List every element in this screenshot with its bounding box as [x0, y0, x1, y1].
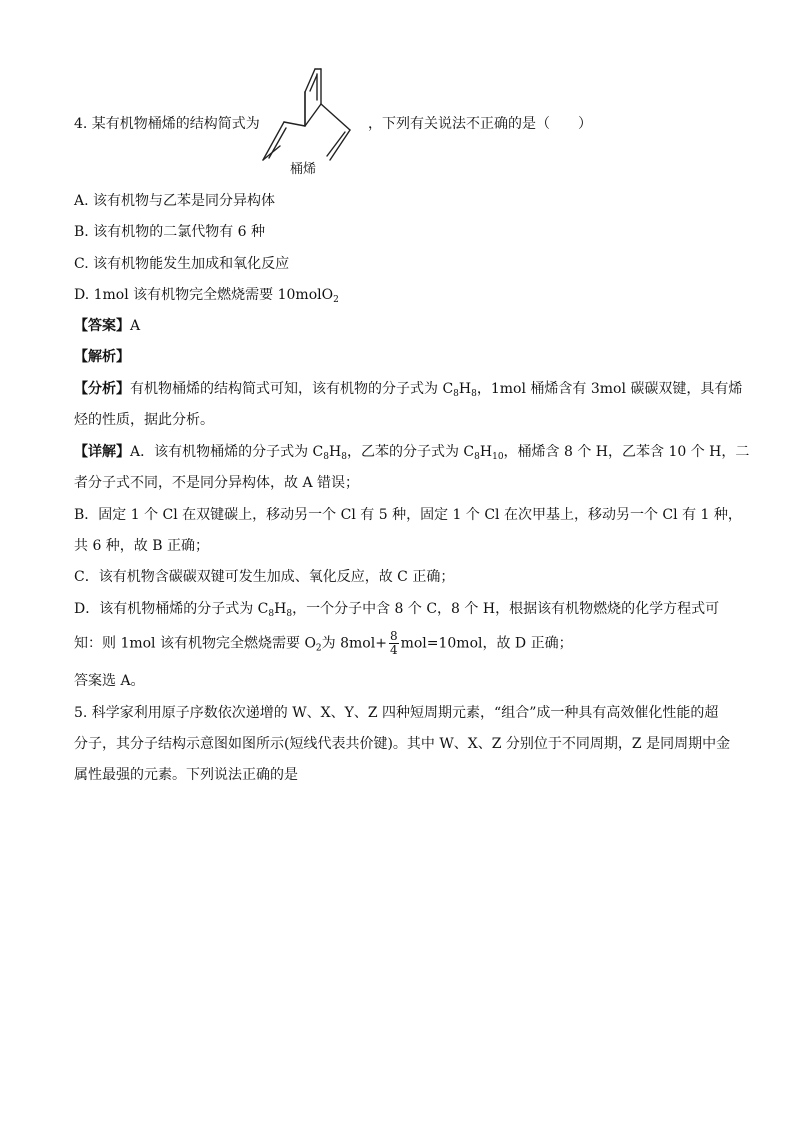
- fenxi-text: ，1mol 桶烯含有 3mol 碳碳双键，具有烯: [476, 381, 743, 397]
- fraction-numerator: 8: [389, 629, 398, 643]
- q4-option-b: B. 该有机物的二氯代物有 6 种: [74, 224, 265, 240]
- xj-text: A．该有机物桶烯的分子式为 C: [130, 444, 324, 460]
- subscript: 8: [286, 609, 293, 619]
- q4-option-d: [74, 285, 339, 305]
- xj-text: D．该有机物桶烯的分子式为 C: [74, 601, 269, 617]
- xiangjie-d-line-2: [74, 630, 573, 657]
- fenxi-text: 有机物桶烯的结构简式可知，该有机物的分子式为 C: [130, 381, 454, 397]
- fenxi-label: 【分析】: [74, 381, 130, 397]
- fraction-denominator: 4: [389, 643, 398, 657]
- analysis-label: 【解析】: [74, 349, 130, 365]
- xj-text: H: [329, 444, 342, 460]
- fenxi-line-2: 烃的性质，据此分析。: [74, 412, 214, 428]
- fenxi-text: H: [458, 381, 472, 397]
- q4-option-c: C. 该有机物能发生加成和氧化反应: [74, 256, 290, 272]
- subscript: 8: [471, 389, 477, 399]
- xj-text: ，桶烯含 8 个 H，乙苯含 10 个 H，二: [503, 444, 750, 460]
- q4-stem-suffix: ，下列有关说法不正确的是（ ）: [368, 116, 592, 132]
- xiangjie-d-line-1: [74, 599, 719, 619]
- xiangjie-line-1: [74, 442, 749, 462]
- q4-option-d-sub: 2: [333, 295, 339, 305]
- subscript: 2: [315, 643, 322, 654]
- subscript: 10: [492, 452, 504, 462]
- subscript: 8: [341, 452, 347, 462]
- q4-option-a: A. 该有机物与乙苯是同分异构体: [74, 193, 276, 209]
- fraction: [389, 630, 399, 657]
- xj-text: mol=10mol，故 D 正确；: [400, 635, 573, 652]
- answer-value: A: [130, 318, 141, 334]
- xiangjie-b-line-1: B．固定 1 个 Cl 在双键碳上，移动另一个 Cl 有 5 种，固定 1 个 Cl 在次甲基上，移动另一个 Cl 有 1 种，: [74, 507, 742, 523]
- xj-text: 知：则 1mol 该有机物完全燃烧需要 O: [74, 635, 316, 652]
- subscript: 8: [268, 609, 275, 619]
- xiangjie-label: 【详解】: [74, 444, 130, 460]
- xj-text: ，一个分子中含 8 个 C，8 个 H，根据该有机物燃烧的化学方程式可: [292, 601, 720, 617]
- subscript: 8: [474, 452, 480, 462]
- subscript: 8: [323, 452, 330, 462]
- xiangjie-c: C．该有机物含碳碳双键可发生加成、氧化反应，故 C 正确；: [74, 569, 455, 585]
- fenxi-line-1: [74, 379, 742, 399]
- xj-text: 为 8mol+: [321, 635, 387, 652]
- xj-text: ，乙苯的分子式为 C: [346, 444, 475, 460]
- xiangjie-b-line-2: 共 6 种，故 B 正确；: [74, 538, 209, 554]
- q4-stem-prefix: 4. 某有机物桶烯的结构简式为: [74, 116, 260, 132]
- xiangjie-line-2: 者分子式不同，不是同分异构体，故 A 错误；: [74, 475, 360, 491]
- structure-caption: 桶烯: [290, 162, 317, 177]
- conclusion: 答案选 A。: [74, 673, 145, 689]
- answer-line: [74, 316, 140, 336]
- q5-line-2: 分子，其分子结构示意图如图所示(短线代表共价键)。其中 W、X、Z 分别位于不同周期，Z 是同周期中金: [74, 736, 731, 752]
- answer-label: 【答案】: [74, 318, 130, 334]
- barrelene-structure: [258, 62, 358, 162]
- xj-text: H: [479, 444, 493, 460]
- xj-text: H: [274, 601, 287, 617]
- subscript: 8: [453, 389, 459, 399]
- q5-line-1: 5. 科学家利用原子序数依次递增的 W、X、Y、Z 四种短周期元素，“组合”成一种具有高效催化性能的超: [74, 705, 719, 721]
- q5-line-3: 属性最强的元素。下列说法正确的是: [74, 767, 298, 783]
- q4-option-d-text: D. 1mol 该有机物完全燃烧需要 10molO: [74, 287, 334, 303]
